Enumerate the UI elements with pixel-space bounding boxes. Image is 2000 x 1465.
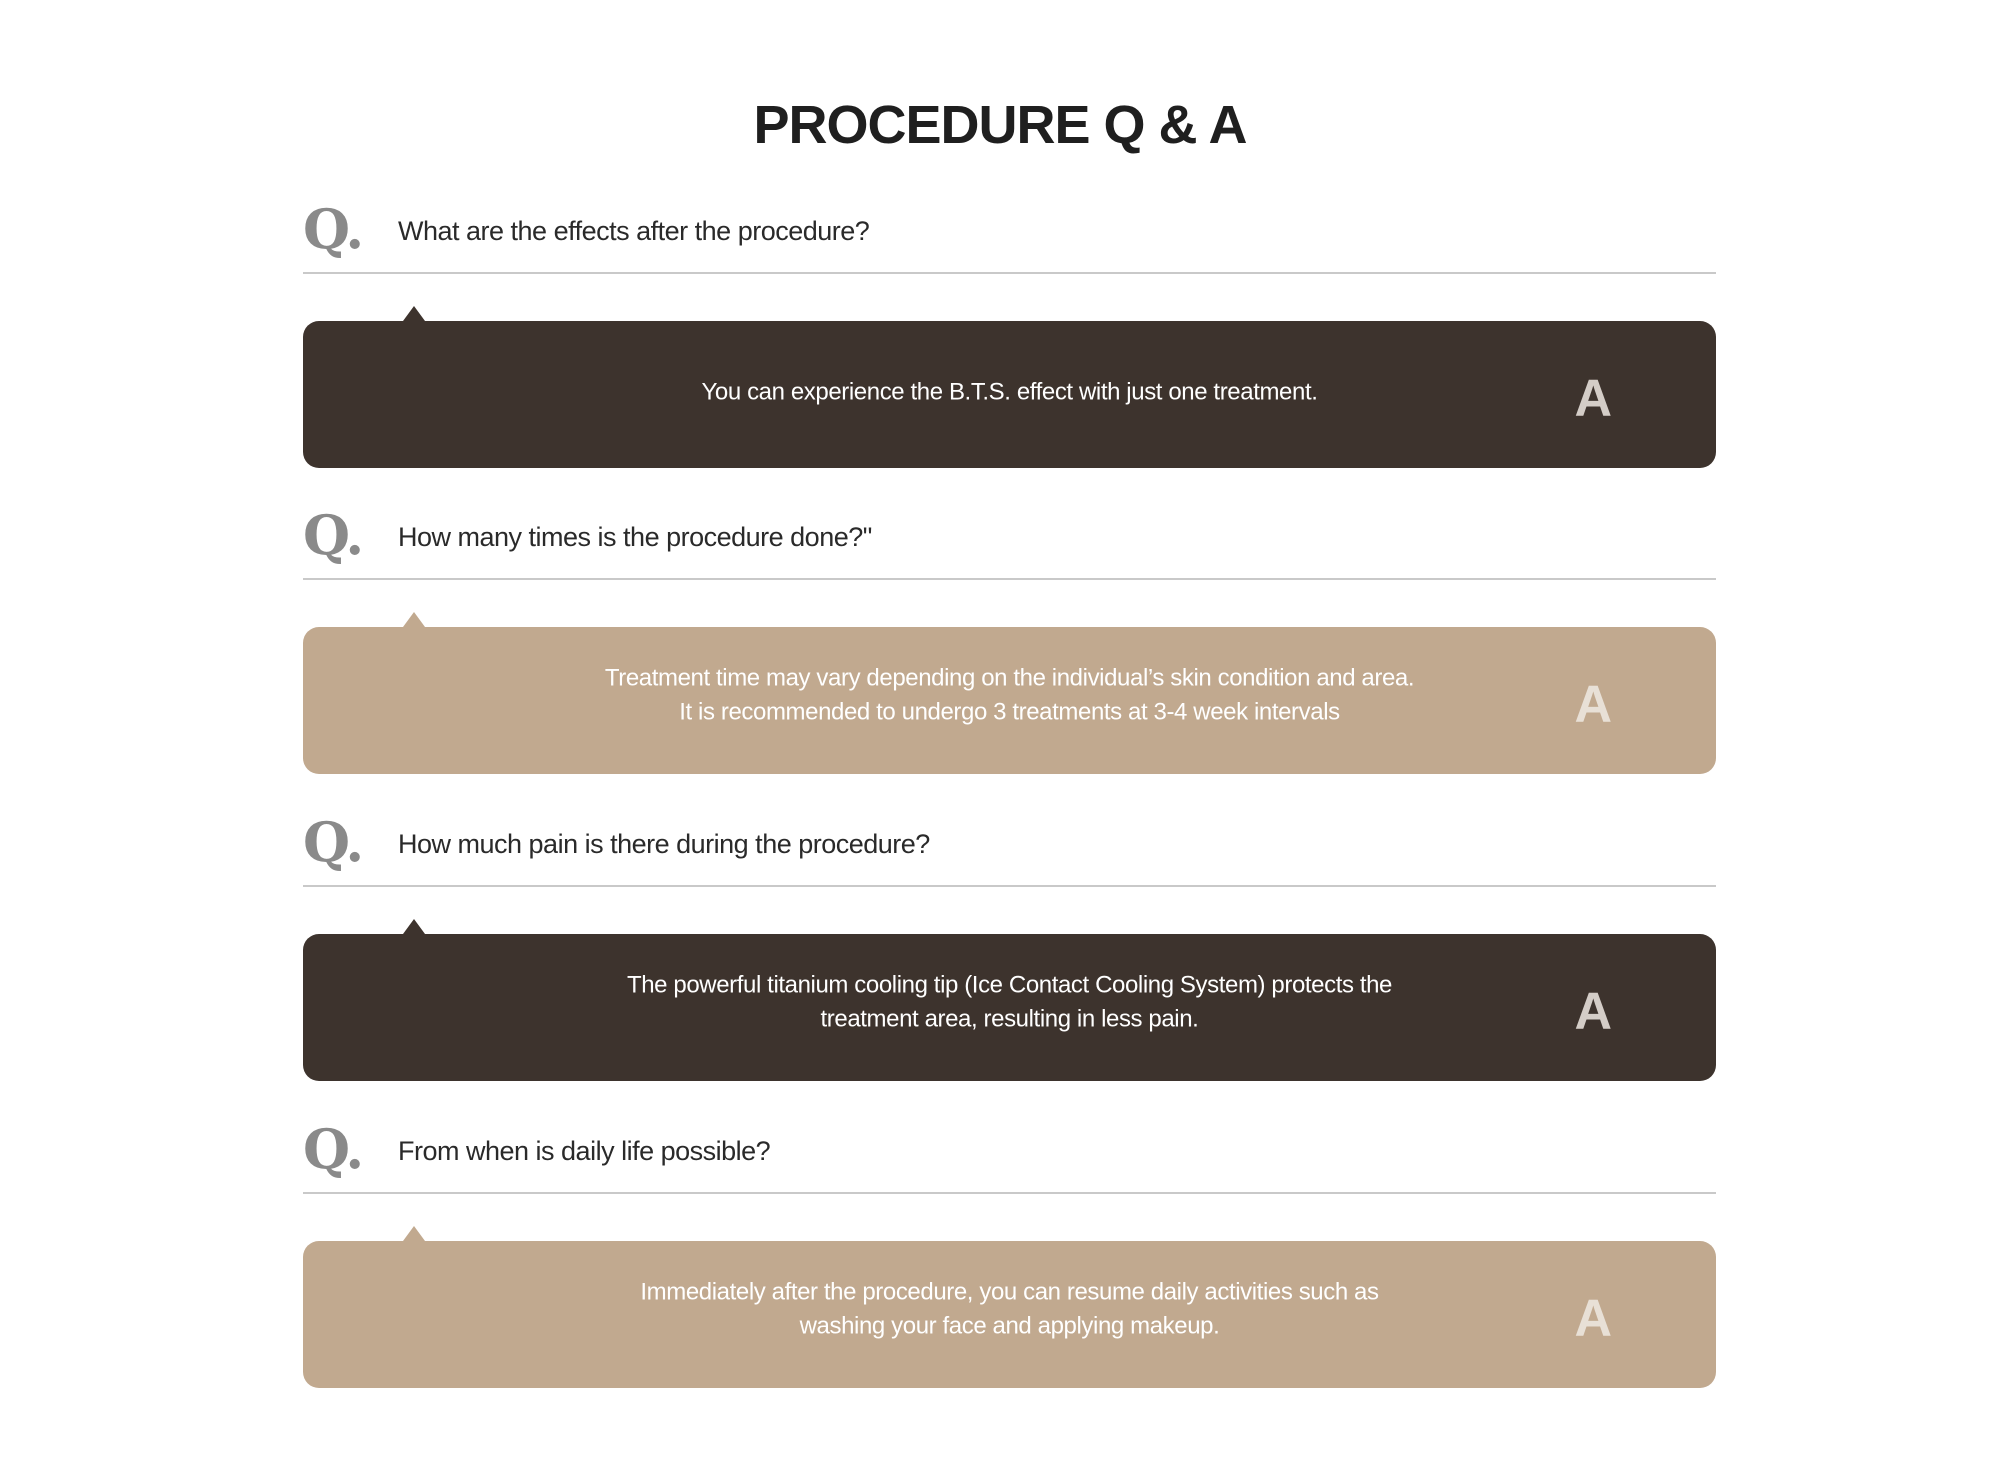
divider [303, 885, 1716, 887]
question-row [303, 1108, 1716, 1194]
q-mark: Q. [303, 197, 363, 261]
answer-box [303, 627, 1716, 774]
qa-item-1 [303, 188, 1716, 428]
divider [303, 272, 1716, 274]
question-text: From when is daily life possible? [398, 1136, 771, 1166]
page-title: PROCEDURE Q & A [753, 95, 1247, 155]
question-text: How many times is the procedure done?" [398, 522, 872, 552]
answer-pointer [403, 1226, 425, 1241]
answer-text: Immediately after the procedure, you can resume daily activities such as washing your face and applying makeup. [640, 1278, 1379, 1340]
divider [303, 578, 1716, 580]
answer-pointer [403, 612, 425, 627]
question-row [303, 801, 1716, 887]
a-mark: A [1574, 675, 1612, 734]
question-text: What are the effects after the procedure? [398, 216, 870, 246]
qa-item-4 [303, 1108, 1716, 1348]
qa-item-2 [303, 494, 1716, 734]
q-mark: Q. [303, 503, 363, 567]
answer-text: The powerful titanium cooling tip (Ice Contact Cooling System) protects the treatment area, resulting in less pain. [626, 971, 1393, 1033]
qa-item-3 [303, 801, 1716, 1041]
answer-box [303, 321, 1716, 468]
a-mark: A [1574, 369, 1612, 428]
question-text: How much pain is there during the procedure? [398, 829, 930, 859]
answer-text: You can experience the B.T.S. effect with just one treatment. [701, 377, 1318, 405]
question-row [303, 188, 1716, 274]
a-mark: A [1574, 982, 1612, 1041]
answer-pointer [403, 919, 425, 934]
a-mark: A [1574, 1289, 1612, 1348]
answer-box [303, 1241, 1716, 1388]
answer-box [303, 934, 1716, 1081]
divider [303, 1192, 1716, 1194]
answer-text: Treatment time may vary depending on the individual’s skin condition and area. It is recommended to undergo 3 treatments at 3-4 week intervals [604, 664, 1415, 726]
q-mark: Q. [303, 1117, 363, 1181]
answer-pointer [403, 306, 425, 321]
question-row [303, 494, 1716, 580]
q-mark: Q. [303, 810, 363, 874]
